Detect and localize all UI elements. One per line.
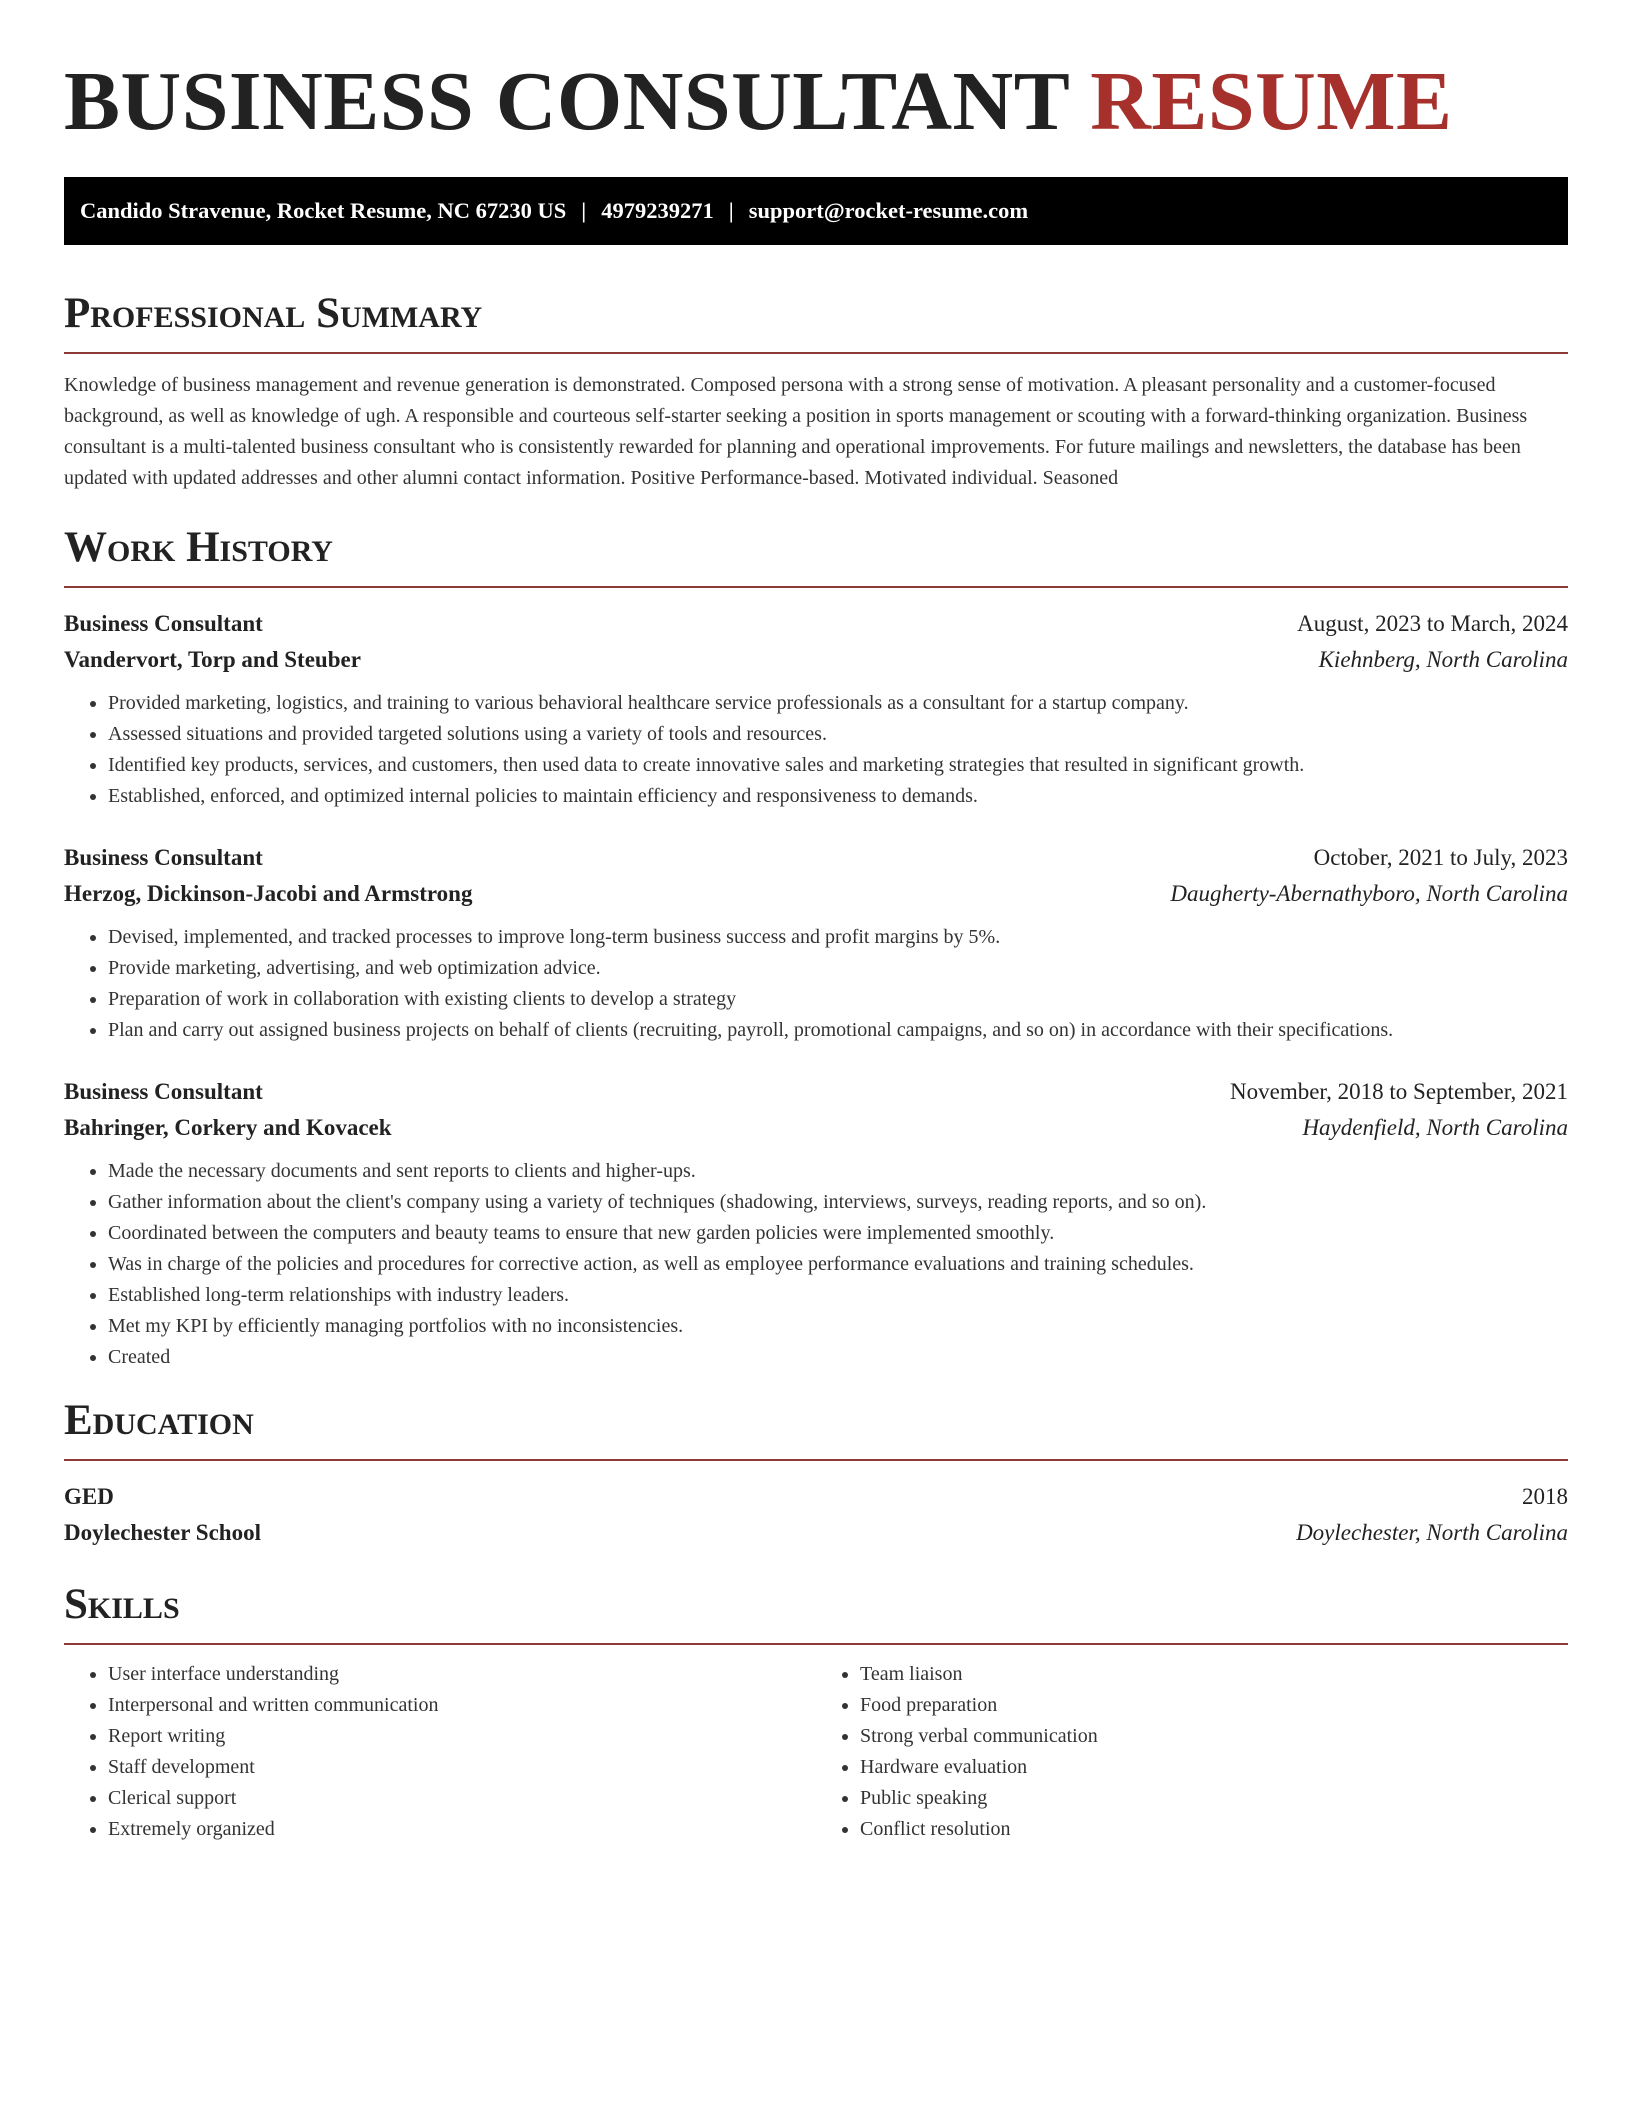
job-dates: August, 2023 to March, 2024 — [1297, 611, 1568, 636]
job-duty-item: • Assessed situations and provided targeted solutions using a variety of tools and resources. — [108, 719, 1568, 750]
skill-item: • Team liaison — [860, 1659, 1568, 1690]
title-main: BUSINESS CONSULTANT — [64, 55, 1069, 148]
skills-heading: Skills — [64, 1581, 180, 1628]
title-accent: RESUME — [1090, 55, 1453, 148]
contact-separator: | — [581, 198, 587, 223]
skills-column-left — [64, 1659, 816, 1845]
job-company-row — [64, 1110, 1568, 1146]
contact-bar — [64, 177, 1568, 245]
contact-phone: 4979239271 — [601, 198, 714, 223]
job-duty-item: • Was in charge of the policies and procedures for corrective action, as well as employee performance evaluations and training schedules. — [108, 1249, 1568, 1280]
skill-item: • Strong verbal communication — [860, 1721, 1568, 1752]
education-year: 2018 — [1522, 1484, 1568, 1509]
job-title: Business Consultant — [64, 845, 263, 870]
job-duty-item: • Met my KPI by efficiently managing portfolios with no inconsistencies. — [108, 1311, 1568, 1342]
job-duty-item: • Established long-term relationships with industry leaders. — [108, 1280, 1568, 1311]
skill-item: • Clerical support — [108, 1783, 816, 1814]
job-company-row — [64, 642, 1568, 678]
section-divider — [64, 352, 1568, 354]
summary-text: Knowledge of business management and revenue generation is demonstrated. Composed persona with a strong sense of motivation. A pleasant personality and a customer-focused background, as well as knowledge of ugh. A responsible and courteous self-starter seeking a position in sports management or scouting with a forward-thinking organization. Business consultant is a multi-talented business consultant who is consistently rewarded for planning and operational improvements. For future mailings and newsletters, the database has been updated with updated addresses and other alumni contact information. Positive Performance-based. Motivated individual. Seasoned — [64, 374, 1528, 489]
work-history-heading: Work History — [64, 524, 333, 571]
job-dates: November, 2018 to September, 2021 — [1230, 1079, 1568, 1104]
job-duty-item: • Established, enforced, and optimized internal policies to maintain efficiency and responsiveness to demands. — [108, 781, 1568, 812]
job-location: Haydenfield, North Carolina — [1302, 1115, 1568, 1140]
job-company: Bahringer, Corkery and Kovacek — [64, 1115, 392, 1140]
education-degree-row — [64, 1479, 1568, 1515]
summary-section — [64, 288, 1568, 494]
skill-item: • User interface understanding — [108, 1659, 816, 1690]
skill-item: • Extremely organized — [108, 1814, 816, 1845]
job-title: Business Consultant — [64, 611, 263, 636]
contact-address: Candido Stravenue, Rocket Resume, NC 67230 US — [80, 198, 567, 223]
job-duties — [64, 922, 1568, 1046]
job-duty-item: • Provided marketing, logistics, and training to various behavioral healthcare service professionals as a consultant for a startup company. — [108, 688, 1568, 719]
skill-item: • Interpersonal and written communication — [108, 1690, 816, 1721]
section-divider — [64, 586, 1568, 588]
skill-item: • Staff development — [108, 1752, 816, 1783]
job-duties — [64, 1156, 1568, 1373]
skill-item: • Hardware evaluation — [860, 1752, 1568, 1783]
work-history-section — [64, 522, 1568, 1373]
job-duties — [64, 688, 1568, 812]
job-duty-item: • Gather information about the client's company using a variety of techniques (shadowing, interviews, surveys, reading reports, and so on). — [108, 1187, 1568, 1218]
skills-list — [64, 1659, 1568, 1845]
job-duty-item: • Preparation of work in collaboration with existing clients to develop a strategy — [108, 984, 1568, 1015]
resume-title — [64, 52, 1568, 152]
job-duty-item: • Provide marketing, advertising, and web optimization advice. — [108, 953, 1568, 984]
summary-heading: Professional Summary — [64, 290, 483, 337]
contact-email: support@rocket-resume.com — [748, 198, 1029, 223]
job-location: Daugherty-Abernathyboro, North Carolina — [1170, 881, 1568, 906]
education-entry — [64, 1479, 1568, 1551]
job-duty-item: • Made the necessary documents and sent reports to clients and higher-ups. — [108, 1156, 1568, 1187]
education-section — [64, 1395, 1568, 1551]
job-entry — [64, 606, 1568, 812]
job-duty-item: • Plan and carry out assigned business projects on behalf of clients (recruiting, payroll, promotional campaigns, and so on) in accordance with their specifications. — [108, 1015, 1568, 1046]
skill-item: • Food preparation — [860, 1690, 1568, 1721]
section-divider — [64, 1459, 1568, 1461]
education-degree: GED — [64, 1484, 114, 1509]
job-dates: October, 2021 to July, 2023 — [1313, 845, 1568, 870]
job-entry — [64, 1074, 1568, 1373]
job-header-row — [64, 1074, 1568, 1110]
job-company-row — [64, 876, 1568, 912]
contact-separator: | — [728, 198, 734, 223]
job-duty-item: • Coordinated between the computers and beauty teams to ensure that new garden policies were implemented smoothly. — [108, 1218, 1568, 1249]
education-heading: Education — [64, 1397, 254, 1444]
job-header-row — [64, 840, 1568, 876]
skills-section — [64, 1579, 1568, 1845]
job-entry — [64, 840, 1568, 1046]
job-duty-item: • Created — [108, 1342, 1568, 1373]
skill-item: • Public speaking — [860, 1783, 1568, 1814]
job-header-row — [64, 606, 1568, 642]
job-location: Kiehnberg, North Carolina — [1318, 647, 1568, 672]
skills-column-right — [816, 1659, 1568, 1845]
job-duty-item: • Devised, implemented, and tracked processes to improve long-term business success and profit margins by 5%. — [108, 922, 1568, 953]
job-company: Vandervort, Torp and Steuber — [64, 647, 361, 672]
job-title: Business Consultant — [64, 1079, 263, 1104]
job-company: Herzog, Dickinson-Jacobi and Armstrong — [64, 881, 473, 906]
education-school-row — [64, 1515, 1568, 1551]
skill-item: • Conflict resolution — [860, 1814, 1568, 1845]
section-divider — [64, 1643, 1568, 1645]
job-duty-item: • Identified key products, services, and customers, then used data to create innovative sales and marketing strategies that resulted in significant growth. — [108, 750, 1568, 781]
education-school: Doylechester School — [64, 1520, 261, 1545]
skill-item: • Report writing — [108, 1721, 816, 1752]
education-location: Doylechester, North Carolina — [1296, 1520, 1568, 1545]
